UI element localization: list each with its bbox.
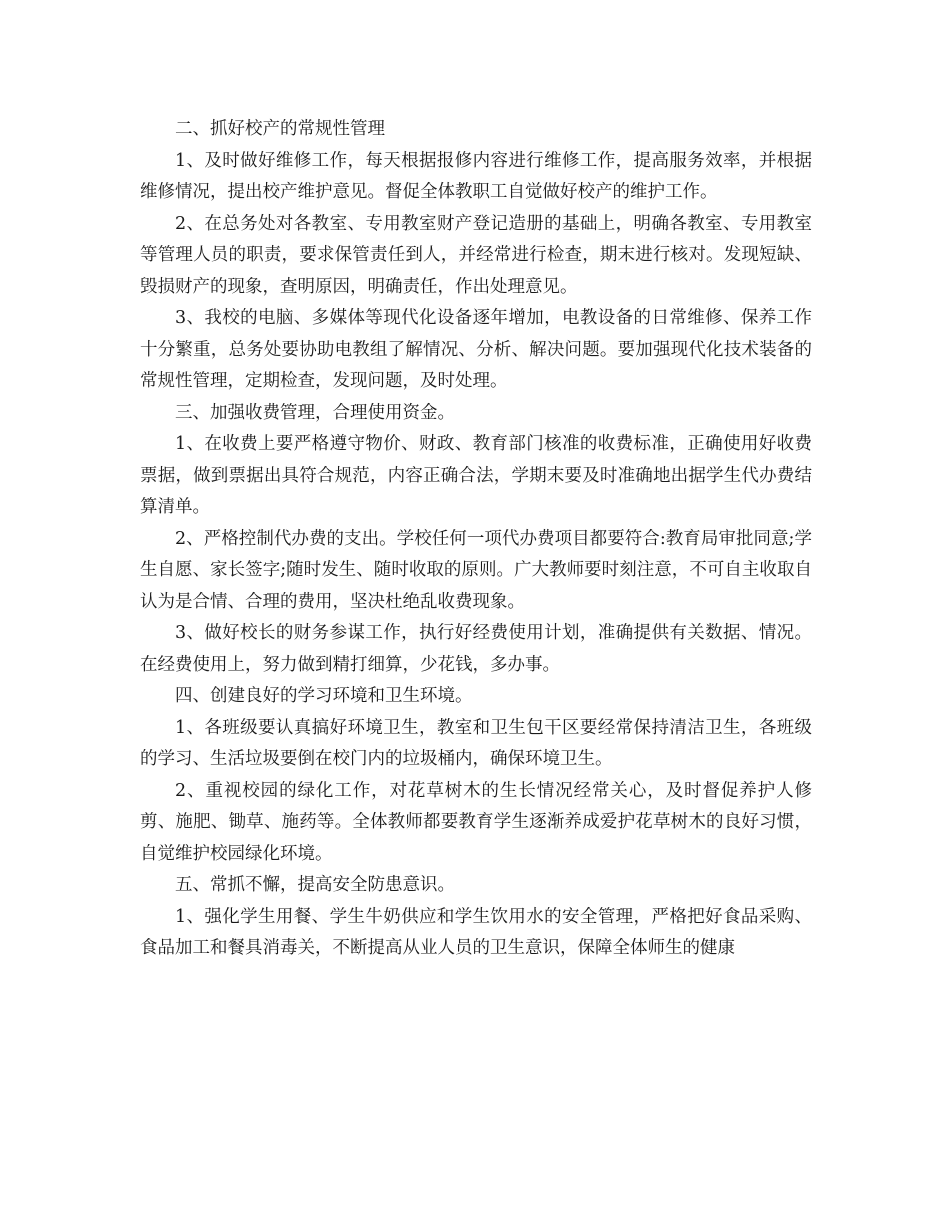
section-heading-4: 四、创建良好的学习环境和卫生环境。: [175, 686, 473, 706]
paragraph: 3、做好校长的财务参谋工作，执行好经费使用计划，准确提供有关数据、情况。在经费使用上，努力做到精打细算，少花钱，多办事。: [140, 623, 812, 675]
paragraph: 2、严格控制代办费的支出。学校任何一项代办费项目都要符合:教育局审批同意;学生自愿、家长签字;随时发生、随时收取的原则。广大教师要时刻注意，不可自主收取自认为是合情、合理的费用，坚决杜绝乱收费现象。: [140, 528, 812, 612]
section-heading-5: 五、常抓不懈，提高安全防患意识。: [175, 875, 455, 895]
paragraph: 1、在收费上要严格遵守物价、财政、教育部门核准的收费标准，正确使用好收费票据，做到票据出具符合规范，内容正确合法，学期末要及时准确地出据学生代办费结算清单。: [140, 434, 812, 517]
paragraph: 3、我校的电脑、多媒体等现代化设备逐年增加，电教设备的日常维修、保养工作十分繁重，总务处要协助电教组了解情况、分析、解决问题。要加强现代化技术装备的常规性管理，定期检查，发现问题，及时处理。: [140, 308, 812, 391]
paragraph: 1、及时做好维修工作，每天根据报修内容进行维修工作，提高服务效率，并根据维修情况，提出校产维护意见。督促全体教职工自觉做好校产的维护工作。: [140, 150, 812, 202]
paragraph: 2、重视校园的绿化工作，对花草树木的生长情况经常关心，及时督促养护人修剪、施肥、锄草、施药等。全体教师都要教育学生逐渐养成爱护花草树木的良好习惯，自觉维护校园绿化环境。: [140, 780, 812, 864]
paragraph: 2、在总务处对各教室、专用教室财产登记造册的基础上，明确各教室、专用教室等管理人员的职责，要求保管责任到人，并经常进行检查，期末进行核对。发现短缺、毁损财产的现象，查明原因，明确责任，作出处理意见。: [140, 213, 812, 297]
paragraph: 1、各班级要认真搞好环境卫生，教室和卫生包干区要经常保持清洁卫生，各班级的学习、生活垃圾要倒在校门内的垃圾桶内，确保环境卫生。: [140, 717, 812, 769]
document-body: [140, 114, 812, 965]
section-heading-3: 三、加强收费管理，合理使用资金。: [175, 402, 455, 423]
paragraph: 1、强化学生用餐、学生牛奶供应和学生饮用水的安全管理，严格把好食品采购、食品加工和餐具消毒关，不断提高从业人员的卫生意识，保障全体师生的健康: [140, 906, 812, 958]
section-heading-2: 二、抓好校产的常规性管理: [175, 119, 385, 139]
